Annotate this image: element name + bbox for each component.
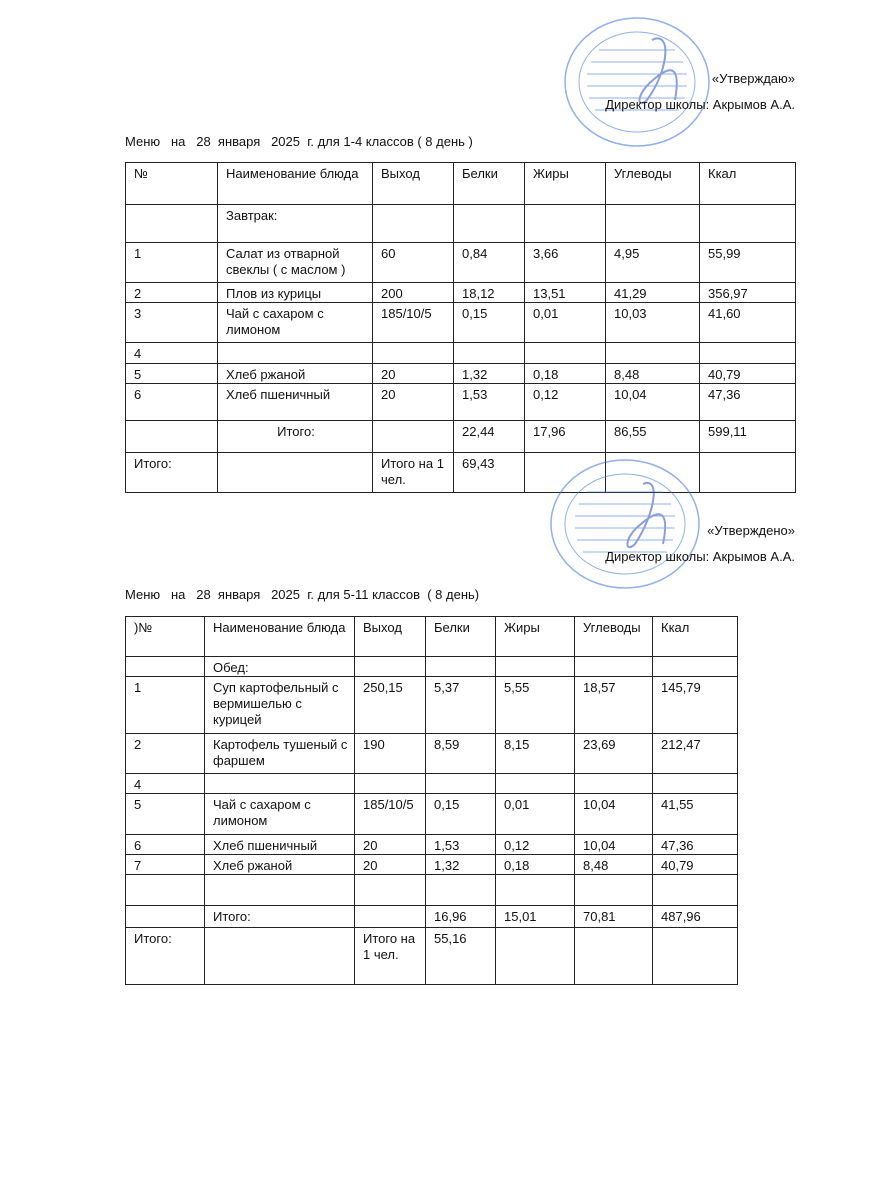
cell-fat: 5,55 [496, 677, 575, 734]
menu-caption: Меню на 28 января 2025 г. для 5-11 классов ( 8 день) [125, 587, 480, 602]
header-cell: Ккал [653, 617, 738, 657]
subtotal-kcal: 487,96 [653, 906, 738, 928]
header-cell: Белки [454, 163, 525, 205]
cell-carbs [606, 343, 700, 364]
header-cell: )№ [126, 617, 205, 657]
cell-protein: 5,37 [426, 677, 496, 734]
cell-yield: 20 [355, 855, 426, 875]
cell-protein: 1,53 [426, 835, 496, 855]
subtotal-label: Итого: [218, 421, 373, 453]
cell-dish: Хлеб пшеничный [218, 384, 373, 421]
cell-yield: 185/10/5 [355, 794, 426, 835]
header-cell: Ккал [700, 163, 796, 205]
subtotal-row [126, 906, 738, 928]
cell-num: 1 [126, 243, 218, 283]
header-cell: Наименование блюда [218, 163, 373, 205]
cell-yield: 20 [373, 384, 454, 421]
meal-label-row [126, 657, 738, 677]
cell-dish: Чай с сахаром с лимоном [218, 303, 373, 343]
cell-yield: 185/10/5 [373, 303, 454, 343]
cell-dish: Хлеб пшеничный [205, 835, 355, 855]
approval-title: «Утверждаю» [711, 71, 795, 86]
table-row [126, 384, 796, 421]
per-person-value: 55,16 [426, 928, 496, 985]
per-person-label: Итого на 1 чел. [373, 453, 454, 493]
cell-fat: 0,12 [496, 835, 575, 855]
cell-carbs: 10,03 [606, 303, 700, 343]
header-cell: Углеводы [575, 617, 653, 657]
total-row [126, 928, 738, 985]
header-cell: Жиры [496, 617, 575, 657]
subtotal-label: Итого: [205, 906, 355, 928]
table-row [126, 734, 738, 774]
cell-dish: Хлеб ржаной [205, 855, 355, 875]
cell-protein: 18,12 [454, 283, 525, 303]
cell-dish [218, 343, 373, 364]
table-row [126, 794, 738, 835]
cell-num: 2 [126, 734, 205, 774]
cell-num: 4 [126, 343, 218, 364]
table-row [126, 283, 796, 303]
cell-yield: 200 [373, 283, 454, 303]
cell-fat: 0,01 [525, 303, 606, 343]
director-signature-line: Директор школы: Акрымов А.А. [605, 97, 795, 112]
cell-carbs: 23,69 [575, 734, 653, 774]
cell-yield: 60 [373, 243, 454, 283]
cell-fat: 13,51 [525, 283, 606, 303]
cell-num: 5 [126, 794, 205, 835]
header-cell: Углеводы [606, 163, 700, 205]
table-row [126, 243, 796, 283]
cell-kcal: 47,36 [700, 384, 796, 421]
cell-fat: 0,01 [496, 794, 575, 835]
table-row [126, 855, 738, 875]
total-label: Итого: [126, 928, 205, 985]
cell-carbs: 10,04 [606, 384, 700, 421]
cell-kcal: 40,79 [700, 364, 796, 384]
table-row [126, 364, 796, 384]
header-cell: Белки [426, 617, 496, 657]
cell-kcal: 40,79 [653, 855, 738, 875]
header-cell: Выход [373, 163, 454, 205]
cell-carbs: 10,04 [575, 794, 653, 835]
cell-dish [205, 774, 355, 794]
cell-carbs: 8,48 [575, 855, 653, 875]
menu-table-grades-1-4 [125, 162, 796, 493]
empty-row [126, 875, 738, 906]
subtotal-kcal: 599,11 [700, 421, 796, 453]
cell-carbs [575, 774, 653, 794]
subtotal-carbs: 70,81 [575, 906, 653, 928]
cell-fat: 0,18 [496, 855, 575, 875]
cell-num: 2 [126, 283, 218, 303]
subtotal-row [126, 421, 796, 453]
header-cell: Выход [355, 617, 426, 657]
cell-carbs: 18,57 [575, 677, 653, 734]
cell-dish: Суп картофельный с вермишелью с курицей [205, 677, 355, 734]
total-label: Итого: [126, 453, 218, 493]
cell-num: 6 [126, 835, 205, 855]
header-cell: Наименование блюда [205, 617, 355, 657]
meal-label: Обед: [205, 657, 355, 677]
approval-title: «Утверждено» [707, 523, 795, 538]
cell-num: 1 [126, 677, 205, 734]
cell-fat [496, 774, 575, 794]
cell-kcal: 145,79 [653, 677, 738, 734]
table-row [126, 774, 738, 794]
table-header-row [126, 163, 796, 205]
cell-protein: 1,32 [454, 364, 525, 384]
meal-label-row [126, 205, 796, 243]
menu-caption: Меню на 28 января 2025 г. для 1-4 классов ( 8 день ) [125, 134, 473, 149]
table-row [126, 677, 738, 734]
cell-num: 3 [126, 303, 218, 343]
cell-fat: 0,12 [525, 384, 606, 421]
cell-protein: 0,15 [454, 303, 525, 343]
cell-kcal: 55,99 [700, 243, 796, 283]
cell-protein [454, 343, 525, 364]
cell-protein [426, 774, 496, 794]
cell-dish: Картофель тушеный с фаршем [205, 734, 355, 774]
cell-kcal: 47,36 [653, 835, 738, 855]
cell-kcal: 41,55 [653, 794, 738, 835]
cell-yield: 20 [355, 835, 426, 855]
per-person-label: Итого на 1 чел. [355, 928, 426, 985]
cell-yield [373, 343, 454, 364]
cell-fat: 8,15 [496, 734, 575, 774]
cell-carbs: 8,48 [606, 364, 700, 384]
cell-dish: Салат из отварной свеклы ( с маслом ) [218, 243, 373, 283]
cell-protein: 0,15 [426, 794, 496, 835]
table-header-row [126, 617, 738, 657]
header-cell: № [126, 163, 218, 205]
cell-fat: 3,66 [525, 243, 606, 283]
cell-yield [355, 774, 426, 794]
cell-num: 6 [126, 384, 218, 421]
cell-kcal: 212,47 [653, 734, 738, 774]
cell-num: 7 [126, 855, 205, 875]
subtotal-fat: 17,96 [525, 421, 606, 453]
cell-dish: Чай с сахаром с лимоном [205, 794, 355, 835]
per-person-value: 69,43 [454, 453, 525, 493]
cell-yield: 250,15 [355, 677, 426, 734]
cell-kcal: 356,97 [700, 283, 796, 303]
cell-carbs: 41,29 [606, 283, 700, 303]
cell-protein: 1,32 [426, 855, 496, 875]
cell-num: 4 [126, 774, 205, 794]
cell-dish: Плов из курицы [218, 283, 373, 303]
cell-fat: 0,18 [525, 364, 606, 384]
menu-table-grades-5-11 [125, 616, 738, 985]
header-cell: Жиры [525, 163, 606, 205]
subtotal-protein: 22,44 [454, 421, 525, 453]
meal-label: Завтрак: [218, 205, 373, 243]
cell-protein: 0,84 [454, 243, 525, 283]
cell-protein: 1,53 [454, 384, 525, 421]
cell-kcal [700, 343, 796, 364]
subtotal-carbs: 86,55 [606, 421, 700, 453]
subtotal-protein: 16,96 [426, 906, 496, 928]
cell-yield: 20 [373, 364, 454, 384]
cell-kcal [653, 774, 738, 794]
cell-fat [525, 343, 606, 364]
cell-dish: Хлеб ржаной [218, 364, 373, 384]
subtotal-fat: 15,01 [496, 906, 575, 928]
cell-kcal: 41,60 [700, 303, 796, 343]
table-row [126, 835, 738, 855]
cell-yield: 190 [355, 734, 426, 774]
table-row [126, 343, 796, 364]
cell-protein: 8,59 [426, 734, 496, 774]
table-row [126, 303, 796, 343]
director-signature-line: Директор школы: Акрымов А.А. [605, 549, 795, 564]
cell-num: 5 [126, 364, 218, 384]
cell-carbs: 10,04 [575, 835, 653, 855]
cell-carbs: 4,95 [606, 243, 700, 283]
